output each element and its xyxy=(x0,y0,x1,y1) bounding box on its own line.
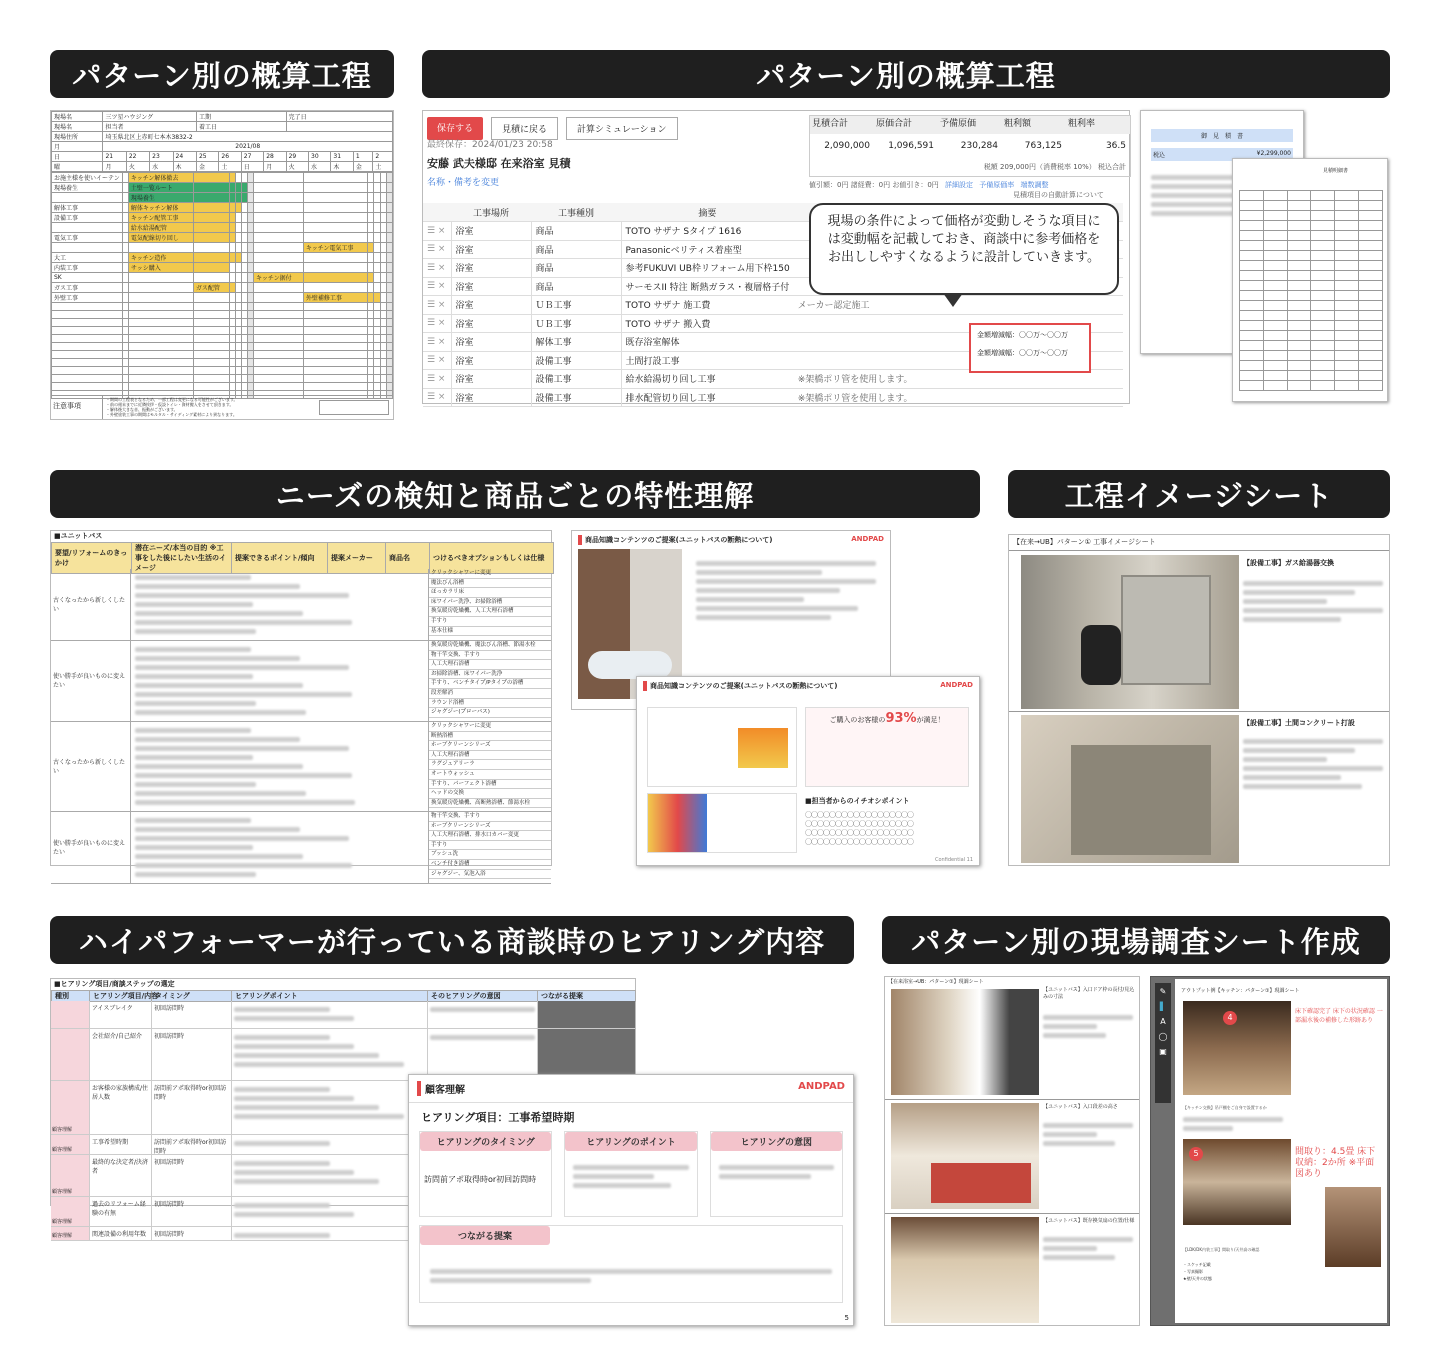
schedule-row: お施主様を使いイーテン キッチン解体撤去 xyxy=(52,173,393,183)
image-icon[interactable]: ▣ xyxy=(1159,1047,1167,1056)
note-cell: ※架橋ポリ管を使用します。 xyxy=(794,388,1123,407)
summary-cell: 排水配管切り回し工事 xyxy=(621,388,794,407)
note-cell: メーカー認定施工 xyxy=(794,296,1123,315)
place-select: 浴室 xyxy=(451,296,531,315)
doc1-amount: ¥2,299,000 xyxy=(1256,150,1291,157)
schedule-bar: 外壁補修工事 xyxy=(303,293,368,303)
needs-reason: 古くなったから新しくしたい xyxy=(51,722,131,811)
sum-head-total: 見積合計 xyxy=(810,116,874,134)
pen-icon[interactable]: ✎ xyxy=(1159,987,1167,996)
day-cell: 26 xyxy=(219,152,241,162)
day-cell: 27 xyxy=(241,152,263,162)
header-needs: ニーズの検知と商品ごとの特性理解 xyxy=(50,470,980,518)
summary-box xyxy=(809,115,1131,177)
schedule-bar xyxy=(193,223,229,233)
needs-col-header: 提案メーカー xyxy=(328,543,386,574)
calc-simulation-button[interactable]: 計算シミュレーション xyxy=(566,117,677,140)
type-select: 商品 xyxy=(531,240,621,259)
schedule-row xyxy=(52,193,393,203)
header-image-sheet: 工程イメージシート xyxy=(1008,470,1390,518)
row-handle-icon: ☰ × xyxy=(423,351,451,370)
summary-cell: 参考FUKUVI UB枠リフォーム用下枠150 xyxy=(621,259,794,278)
schedule-row: 内装工事 サッシ購入 xyxy=(52,263,393,273)
door-photo xyxy=(891,989,1039,1095)
discount-line: 値引額：0円 諸経費：0円 お値引き：0円 詳細設定 予備原価率 端数調整 xyxy=(809,181,1049,189)
schedule-bar xyxy=(193,253,229,263)
shape-icon[interactable]: ◯ xyxy=(1158,1032,1168,1041)
type-select: 商品 xyxy=(531,222,621,241)
weekday-cell: 土 xyxy=(219,162,241,172)
hearing-col-header: ヒアリング項目/内容 xyxy=(90,991,152,1002)
schedule-bar xyxy=(303,273,368,283)
schedule-row: 設備工事 キッチン配管工事 xyxy=(52,213,393,223)
memo-link[interactable]: 名称・備考を変更 xyxy=(427,178,500,188)
hearing-row: 顧客理解 お客様の家族構成/住居人数 訪問前アポ取得時or初回訪問時 xyxy=(51,1081,635,1135)
box-timing-title: ヒアリングのタイミング xyxy=(420,1132,551,1151)
estimate-screen xyxy=(422,110,1130,404)
ldk-item-2: ・写真撮影 xyxy=(1183,1269,1203,1274)
sec-concrete: 【設備工事】土間コンクリート打設 xyxy=(1243,719,1355,727)
survey-sec-2: 【ユニットバス】入口段差の高さ xyxy=(1043,1104,1118,1110)
needs-reason: 古くなったから新しくしたい xyxy=(51,569,131,640)
text-icon[interactable]: A xyxy=(1160,1017,1166,1026)
needs-option: 手すり、ベンチタイプ/Pタイプの浴槽 xyxy=(429,679,551,689)
weekday-cell: 金 xyxy=(353,162,373,172)
day-cell: 1 xyxy=(353,152,373,162)
schedule-bar: キッチン配管工事 xyxy=(128,213,193,223)
day-cell: 23 xyxy=(150,152,173,162)
needs-option: 手すり xyxy=(429,617,551,627)
needs-option: 床ワイパー洗浄、お掃除浴槽 xyxy=(429,598,551,608)
hearing-row: 顧客理解 過去のリフォーム経験の有無 初回訪問時 xyxy=(51,1197,635,1227)
place-select: 浴室 xyxy=(451,370,531,389)
day-cell: 25 xyxy=(196,152,218,162)
place-select: 浴室 xyxy=(451,222,531,241)
needs-option: 手すり、パーフェクト浴槽 xyxy=(429,780,551,790)
schedule-row: 解体工事 解体キッチン解体 xyxy=(52,203,393,213)
needs-option: ベンチ付き浴槽 xyxy=(429,860,551,870)
place-select: 浴室 xyxy=(451,333,531,352)
kitchen-section: 【キッチン交換】吊戸棚をご自身で設置するか xyxy=(1183,1105,1267,1110)
day-cell: 29 xyxy=(286,152,308,162)
hearing-slide xyxy=(408,1074,854,1326)
survey-sec-1: 【ユニットバス】入口ドア枠の長付/見込みの寸法 xyxy=(1043,987,1135,1000)
schedule-head: 現場名 三ツ星ハウジング 工期 完了日 現場名 担当者 着工日 現場住所 埼玉県北区上赤町七本木3832-2 月 2021/08 日 21 22 23 24 25 26 27 28 29 30 31 1 2 曜 月 火 水 木 金 土 日 月 火 水 木 金 土 xyxy=(51,111,393,172)
hearing-row: アイスブレイク 初回訪問時 xyxy=(51,1001,635,1029)
schedule-sheet xyxy=(50,110,394,420)
weekday-cell: 土 xyxy=(373,162,393,172)
header-schedule-right: パターン別の概算工程 xyxy=(422,50,1390,98)
needs-option: 人工大理石浴槽 xyxy=(429,660,551,670)
estimate-row[interactable] xyxy=(423,296,1123,315)
sum-head-rate: 粗利率 xyxy=(1066,116,1130,134)
schedule-bar xyxy=(193,213,229,223)
satisfaction-percent: 93% xyxy=(885,711,917,726)
weekday-cell: 木 xyxy=(331,162,353,172)
needs-option: 換気暖房乾燥機、高断熱浴槽、節湯水栓 xyxy=(429,799,551,809)
needs-option: ラグジュアリーラ xyxy=(429,760,551,770)
ldk-item-3: ★壁/天井の状態 xyxy=(1183,1276,1212,1281)
weekday-cell: 月 xyxy=(264,162,286,172)
sum-total: 2,090,000 xyxy=(824,141,870,152)
needs-option: 換気暖房乾燥機、魔法びん浴槽、節湯水栓 xyxy=(429,641,551,651)
type-select: ＵＢ工事 xyxy=(531,296,621,315)
hearing-sheet-title: ■ヒアリング項目/商談ステップの選定 xyxy=(54,980,175,988)
estimate-document: 御 見 積 書 税込 ¥2,299,000 xyxy=(1140,110,1304,354)
doc2-title: 見積明細書 xyxy=(1323,168,1349,174)
row-handle-icon: ☰ × xyxy=(423,370,451,389)
proposal-title: つながる提案 xyxy=(420,1226,550,1245)
reserve-rate-link[interactable]: 予備原価率 xyxy=(979,181,1015,189)
schedule-bar: 現場養生 xyxy=(128,193,193,203)
summary-cell: TOTO サザナ 搬入費 xyxy=(621,314,794,333)
note-1: ・期間の工程表となるため、一部工程は変更になる可能性がございます。 xyxy=(106,397,238,402)
place-select: 浴室 xyxy=(451,388,531,407)
header-hearing: ハイパフォーマーが行っている商談時のヒアリング内容 xyxy=(50,916,854,964)
type-select: 設備工事 xyxy=(531,388,621,407)
day-cell: 30 xyxy=(309,152,331,162)
back-to-estimate-button[interactable]: 見積に戻る xyxy=(491,117,558,140)
schedule-row: 現場養生 土壁一覧ルート xyxy=(52,183,393,193)
schedule-row xyxy=(52,243,393,253)
day-cell: 31 xyxy=(331,152,353,162)
image-sheet xyxy=(1008,534,1390,866)
concrete-photo xyxy=(1021,715,1239,863)
header-schedule-left: パターン別の概算工程 xyxy=(50,50,394,98)
confidential-label: Confidential 11 xyxy=(934,857,973,863)
hearing-row: 顧客理解 関連設備の利用年数 初回訪問時 xyxy=(51,1227,635,1241)
schedule-bar xyxy=(193,233,229,243)
detail-settings-link[interactable]: 詳細設定 xyxy=(945,181,974,189)
sec-gas-heater: 【設備工事】ガス給湯器交換 xyxy=(1243,559,1334,567)
schedule-body xyxy=(51,172,393,399)
header-survey: パターン別の現場調査シート作成 xyxy=(882,916,1390,964)
sum-head-reserve: 予備原価 xyxy=(938,116,1002,134)
slide1-title: 商品知識コンテンツのご提案(ユニットバスの断熱について) xyxy=(578,535,773,545)
weekday-cell: 水 xyxy=(309,162,331,172)
row-handle-icon: ☰ × xyxy=(423,240,451,259)
callout-bubble: 現場の条件によって価格が変動しそうな項目には変動幅を記載しておき、商談中に参考価格をお出ししやすくなるように設計していきます。 xyxy=(809,203,1119,295)
summary-cell: Panasonicベリティス着座型 xyxy=(621,240,794,259)
day-cell: 21 xyxy=(103,152,126,162)
estimate-table: 工事場所 工事種別 摘要 ☰ × 浴室 商品 TOTO サザナ Sタイプ 1616 ☰ × 浴室 商品 Panasonicベリティス着座型 ☰ × 浴室 商品 参考FUKUVI UB枠リフォーム用下枠150 ☰ × 浴室 商品 サーモスII 特注 断熱ガラス・複層格子付 ☰ × 浴室 ＵＢ工事 TOTO サザナ 施工費 メーカー認定施工 ☰ × 浴室 ＵＢ工事 TOTO サザナ 搬入費 ☰ × 浴室 解体工事 既存浴室解体 ☰ × 浴室 設備工事 土間打設工事 ☰ × 浴室 設備工事 給水給湯切り回し工事 ※架橋ポリ管を使用します。 ☰ × 浴室 設備工事 排水配管切り回し工事 ※架橋ポリ管を使用します。 xyxy=(423,203,1123,407)
estimate-detail-document xyxy=(1232,158,1388,402)
needs-col-header: 要望/リフォームのきっかけ xyxy=(52,543,132,574)
needs-reason: 使い勝手が良いものに変えたい xyxy=(51,812,131,883)
needs-option: 基本仕様 xyxy=(429,627,551,637)
box-point-title: ヒアリングのポイント xyxy=(565,1132,696,1151)
hearing-row: 会社紹介/自己紹介 初回訪問時 xyxy=(51,1029,635,1081)
type-select: ＵＢ工事 xyxy=(531,314,621,333)
needs-block xyxy=(51,722,551,812)
note-3: ・解体後大きな音、振動がございます。 xyxy=(106,407,178,412)
sum-rate: 36.5 xyxy=(1105,141,1126,152)
summary-cell: TOTO サザナ 施工費 xyxy=(621,296,794,315)
needs-option: ヘッドの交換 xyxy=(429,789,551,799)
sum-head-profit: 粗利額 xyxy=(1002,116,1066,134)
schedule-row: SK キッチン据付 xyxy=(52,273,393,283)
needs-option: 断熱浴槽 xyxy=(429,732,551,742)
needs-option: お掃除浴槽、床ワイパー洗浄 xyxy=(429,670,551,680)
schedule-bar: キッチン造作 xyxy=(128,253,193,263)
marker-5: 5 xyxy=(1189,1147,1203,1161)
row-handle-icon: ☰ × xyxy=(423,388,451,407)
needs-option: 物干竿交換、手すり xyxy=(429,651,551,661)
type-select: 設備工事 xyxy=(531,370,621,389)
schedule-bar xyxy=(193,183,229,193)
day-cell: 22 xyxy=(126,152,149,162)
ldk-item-1: ・スケッチ記載 xyxy=(1183,1262,1211,1267)
hearing-col-header: 種別 xyxy=(52,991,90,1002)
estimate-title: 安藤 武夫様邸 在来浴室 見積 xyxy=(427,157,571,170)
schedule-bar: 給水給湯配管 xyxy=(128,223,193,233)
row-handle-icon: ☰ × xyxy=(423,296,451,315)
place-select: 浴室 xyxy=(451,314,531,333)
needs-option: 手すり xyxy=(429,841,551,851)
sum-profit: 763,125 xyxy=(1024,141,1062,152)
survey-sec-3: 【ユニットバス】既存換気扇の位置/仕様 xyxy=(1043,1218,1135,1224)
needs-block xyxy=(51,812,551,884)
doc1-title: 御 見 積 書 xyxy=(1151,129,1293,142)
type-select: 商品 xyxy=(531,277,621,296)
needs-option: 人工大理石浴槽、排水口カバー変更 xyxy=(429,831,551,841)
needs-block xyxy=(51,641,551,722)
sum-cost: 1,096,591 xyxy=(888,141,934,152)
summary-cell: 土間打設工事 xyxy=(621,351,794,370)
kitchen-photo xyxy=(1183,1139,1291,1225)
toolbar xyxy=(1155,983,1171,1103)
hearing-col-header: ヒアリングポイント xyxy=(232,991,428,1002)
day-cell: 28 xyxy=(264,152,286,162)
water-heater-photo xyxy=(1021,555,1239,709)
needs-option: ホーブクリーンシリーズ xyxy=(429,822,551,832)
note-cell: ※架橋ポリ管を使用します。 xyxy=(794,370,1123,389)
sum-head-cost: 原価合計 xyxy=(874,116,938,134)
schedule-row: 外壁工事 外壁補修工事 xyxy=(52,293,393,303)
schedule-row: 電気工事 電気配線切り回し xyxy=(52,233,393,243)
slide1-brand: ANDPAD xyxy=(851,535,884,543)
needs-sheet xyxy=(50,530,552,877)
save-button[interactable]: 保存する xyxy=(427,117,483,140)
product-slide-front: 商品知識コンテンツのご提案(ユニットバスの断熱について) ANDPAD ご購入のお客様の93%が満足！ ■担当者からのイチオシポイント 〇〇〇〇〇〇〇〇〇〇〇〇〇〇〇〇〇〇 〇〇〇〇〇〇〇〇〇〇〇〇〇〇〇〇〇〇 〇〇〇〇〇〇〇〇〇〇〇〇〇〇〇〇〇〇 〇〇〇〇〇〇〇〇〇〇〇〇〇〇〇〇〇〇 Confidential 11 xyxy=(636,676,980,866)
marker-4: 4 xyxy=(1223,1011,1237,1025)
schedule-bar: キッチン据付 xyxy=(254,273,304,283)
hearing-row: 顧客理解 最終的な決定者/決済者 初回訪問時 xyxy=(51,1155,635,1197)
hearing-col-header: つながる提案 xyxy=(538,991,636,1002)
needs-option: ホーブクリーンシリーズ xyxy=(429,741,551,751)
red-note-2: 間取り：4.5畳 床下収納：2か所 ※平面図あり xyxy=(1295,1147,1376,1179)
schedule-bar xyxy=(193,173,229,183)
needs-block xyxy=(51,569,551,641)
hearing-slide-header: 顧客理解 xyxy=(417,1081,465,1096)
needs-option: ラウンド浴槽 xyxy=(429,699,551,709)
rounding-link[interactable]: 端数調整 xyxy=(1020,181,1049,189)
needs-option: ジャグジー(プローバス) xyxy=(429,708,551,718)
vent-photo xyxy=(891,1217,1039,1323)
schedule-bar: 解体キッチン解体 xyxy=(128,203,193,213)
needs-col-header: 提案できるポイント/傾向 xyxy=(232,543,328,574)
place-select: 浴室 xyxy=(451,351,531,370)
weekday-cell: 金 xyxy=(196,162,218,172)
needs-col-header: 潜在ニーズ/本当の目的 ※工事をした後にしたい生活のイメージ xyxy=(132,543,232,574)
weekday-cell: 日 xyxy=(241,162,263,172)
recommend-point-title: ■担当者からのイチオシポイント xyxy=(805,797,910,805)
tax-line: 税額 209,000円（消費税率 10%） 税込合計 xyxy=(983,162,1126,171)
weekday-cell: 月 xyxy=(103,162,126,172)
place-select: 浴室 xyxy=(451,240,531,259)
room-photo xyxy=(1325,1187,1381,1267)
needs-option: 物干竿交換、手すり xyxy=(429,812,551,822)
day-cell: 24 xyxy=(173,152,196,162)
range-2: 金額増減幅：〇〇万〜〇〇万 xyxy=(977,349,1068,357)
schedule-row: 大工 キッチン造作 xyxy=(52,253,393,263)
summary-cell: サーモスII 特注 断熱ガラス・複層格子付 xyxy=(621,277,794,296)
notes-label: 注意事項 xyxy=(51,396,103,419)
hearing-slide-title: ヒアリング項目：工事希望時期 xyxy=(421,1111,575,1124)
needs-option: 換気暖房乾燥機、人工大理石浴槽 xyxy=(429,607,551,617)
needs-option: クリックシャワーに変更 xyxy=(429,569,551,579)
row-handle-icon: ☰ × xyxy=(423,222,451,241)
hearing-row: 顧客理解 工事希望時期 訪問前アポ取得時or初回訪問時 xyxy=(51,1135,635,1155)
weekday-cell: 火 xyxy=(126,162,149,172)
summary-cell: TOTO サザナ Sタイプ 1616 xyxy=(621,222,794,241)
sum-reserve: 230,284 xyxy=(960,141,998,152)
range-1: 金額増減幅：〇〇万〜〇〇万 xyxy=(977,331,1068,339)
image-sheet-title: 【在来→UB】パターン① 工事イメージシート xyxy=(1009,535,1389,551)
needs-option: オートウォッシュ xyxy=(429,770,551,780)
hearing-slide-brand: ANDPAD xyxy=(798,1081,845,1092)
schedule-bar: 土壁一覧ルート xyxy=(128,183,193,193)
row-handle-icon: ☰ × xyxy=(423,333,451,352)
note-2: ・前の週末までに近隣挨拶・仮設トイレ・資材搬入をさせて頂きます。 xyxy=(106,402,234,407)
box-intent-title: ヒアリングの意図 xyxy=(711,1132,842,1151)
summary-cell: 給水給湯切り回し工事 xyxy=(621,370,794,389)
survey-output-example xyxy=(1150,976,1390,1326)
schedule-row xyxy=(52,223,393,233)
schedule-bar: ガス配管 xyxy=(193,283,229,293)
underfloor-photo xyxy=(1183,1001,1291,1095)
hearing-col-header: そのヒアリングの意図 xyxy=(428,991,538,1002)
note-4: ・外壁塗装工事の期間はモルタル・サイディング素材により異なります。 xyxy=(106,412,237,417)
weekday-cell: 木 xyxy=(173,162,196,172)
day-cell: 2 xyxy=(373,152,393,162)
range-box xyxy=(969,323,1091,373)
schedule-row: ガス工事 ガス配管 xyxy=(52,283,393,293)
red-note-1: 床下確認完了 床下の状況確認 一部漏水後の補修した形跡あり xyxy=(1295,1008,1383,1024)
weekday-cell: 水 xyxy=(150,162,173,172)
output-title: アウトプット例【キッチン：パターン①】現調シート xyxy=(1181,988,1300,994)
schedule-bar: キッチン解体撤去 xyxy=(128,173,193,183)
saved-at: 最終保存：2024/01/23 20:58 xyxy=(427,140,553,150)
schedule-bar: 電気配線切り回し xyxy=(128,233,193,243)
needs-option: 段差解消 xyxy=(429,689,551,699)
schedule-bar xyxy=(193,203,229,213)
type-select: 解体工事 xyxy=(531,333,621,352)
slide2-brand: ANDPAD xyxy=(940,681,973,689)
weekday-cell: 火 xyxy=(286,162,308,172)
schedule-bar xyxy=(193,263,229,273)
row-handle-icon: ☰ × xyxy=(423,259,451,278)
place-select: 浴室 xyxy=(451,277,531,296)
timing-value: 訪問前アポ取得時or初回訪問時 xyxy=(424,1175,537,1184)
survey-sheet xyxy=(884,976,1140,1326)
highlighter-icon[interactable]: ▌ xyxy=(1159,1002,1167,1011)
row-handle-icon: ☰ × xyxy=(423,277,451,296)
schedule-bar: サッシ購入 xyxy=(128,263,193,273)
needs-col-header: 商品名 xyxy=(386,543,430,574)
needs-option: クリックシャワーに変更 xyxy=(429,722,551,732)
needs-option: ブッシュ洗 xyxy=(429,850,551,860)
needs-option: 人工大理石浴槽 xyxy=(429,751,551,761)
callout-tail xyxy=(943,293,963,307)
entrance-photo xyxy=(891,1103,1039,1209)
type-select: 設備工事 xyxy=(531,351,621,370)
schedule-bar xyxy=(193,193,229,203)
needs-option: 魔法びん浴槽 xyxy=(429,579,551,589)
slide-page-number: 5 xyxy=(844,1314,849,1322)
hearing-col-header: タイミング xyxy=(152,991,232,1002)
needs-option: ほっカラリ床 xyxy=(429,588,551,598)
place-select: 浴室 xyxy=(451,259,531,278)
needs-col-header: つけるべきオプションもしくは仕様 xyxy=(430,543,554,574)
needs-option: ジャグジー、気泡入浴 xyxy=(429,870,551,880)
summary-cell: 既存浴室解体 xyxy=(621,333,794,352)
needs-sheet-title: ■ユニットバス xyxy=(54,532,103,540)
slide2-title: 商品知識コンテンツのご提案(ユニットバスの断熱について) xyxy=(643,681,838,691)
survey-sheet-title: 【在来浴室→UB：パターン①】現調シート xyxy=(888,979,984,985)
estimate-row[interactable] xyxy=(423,388,1123,407)
type-select: 商品 xyxy=(531,259,621,278)
auto-calc-link[interactable]: 見積項目の自動計算について xyxy=(1013,191,1104,199)
schedule-notes xyxy=(51,395,393,419)
ldk-section: 【LDK/DK内装工事】間取り/天井高の確認 xyxy=(1183,1247,1260,1252)
row-handle-icon: ☰ × xyxy=(423,314,451,333)
needs-reason: 使い勝手が良いものに変えたい xyxy=(51,641,131,721)
schedule-bar: キッチン電気工事 xyxy=(303,243,368,253)
